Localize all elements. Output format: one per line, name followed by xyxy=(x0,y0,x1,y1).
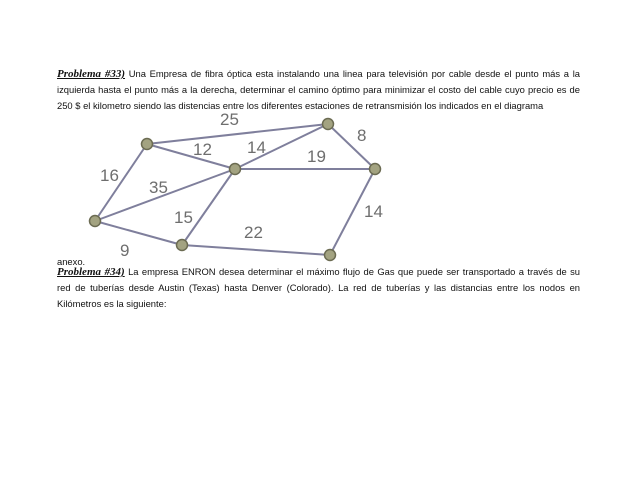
node-a xyxy=(142,139,153,150)
problem-34-paragraph xyxy=(57,264,580,313)
weight-label: 22 xyxy=(244,223,263,242)
weight-label: 19 xyxy=(307,147,326,166)
weight-label: 12 xyxy=(193,140,212,159)
problem-33-heading: Problema #33) xyxy=(57,68,126,80)
node-t xyxy=(370,164,381,175)
edge-b-t xyxy=(328,124,375,169)
weight-label: 16 xyxy=(100,166,119,185)
problem-33-text: Una Empresa de fibra óptica esta instalando una linea para televisión por cable desde el punto más a la izquierda hasta el punto más a la derecha, determinar el camino óptimo para minimizar el costo del cable cuyo precio es de 250 $ el kilometro siendo las distencias entre los diferentes estaciones de retransmisión los indicados en el diagrama xyxy=(57,68,580,112)
node-c xyxy=(230,164,241,175)
weight-label: 25 xyxy=(220,110,239,129)
edge-s-d xyxy=(95,221,182,245)
edge-a-c xyxy=(147,144,235,169)
problem-34-heading: Problema #34) xyxy=(57,266,125,278)
node-b xyxy=(323,119,334,130)
weight-label: 14 xyxy=(247,138,266,157)
node-e xyxy=(325,250,336,261)
anexo-text: anexo. xyxy=(57,256,86,267)
problem-34-text: La empresa ENRON desea determinar el máximo flujo de Gas que puede ser transportado a través de su red de tuberías desde Austin (Texas) hasta Denver (Colorado). La red de tuberías y las distancias entre los nodos en Kilómetros es la siguiente: xyxy=(57,266,580,310)
weight-label: 15 xyxy=(174,208,193,227)
edge-d-c xyxy=(182,169,235,245)
weight-label: 14 xyxy=(364,202,383,221)
weight-label: 8 xyxy=(357,126,367,145)
node-s xyxy=(90,216,101,227)
weight-label: 9 xyxy=(120,241,130,260)
edge-d-e xyxy=(182,245,330,255)
weight-label: 35 xyxy=(149,178,168,197)
node-d xyxy=(177,240,188,251)
